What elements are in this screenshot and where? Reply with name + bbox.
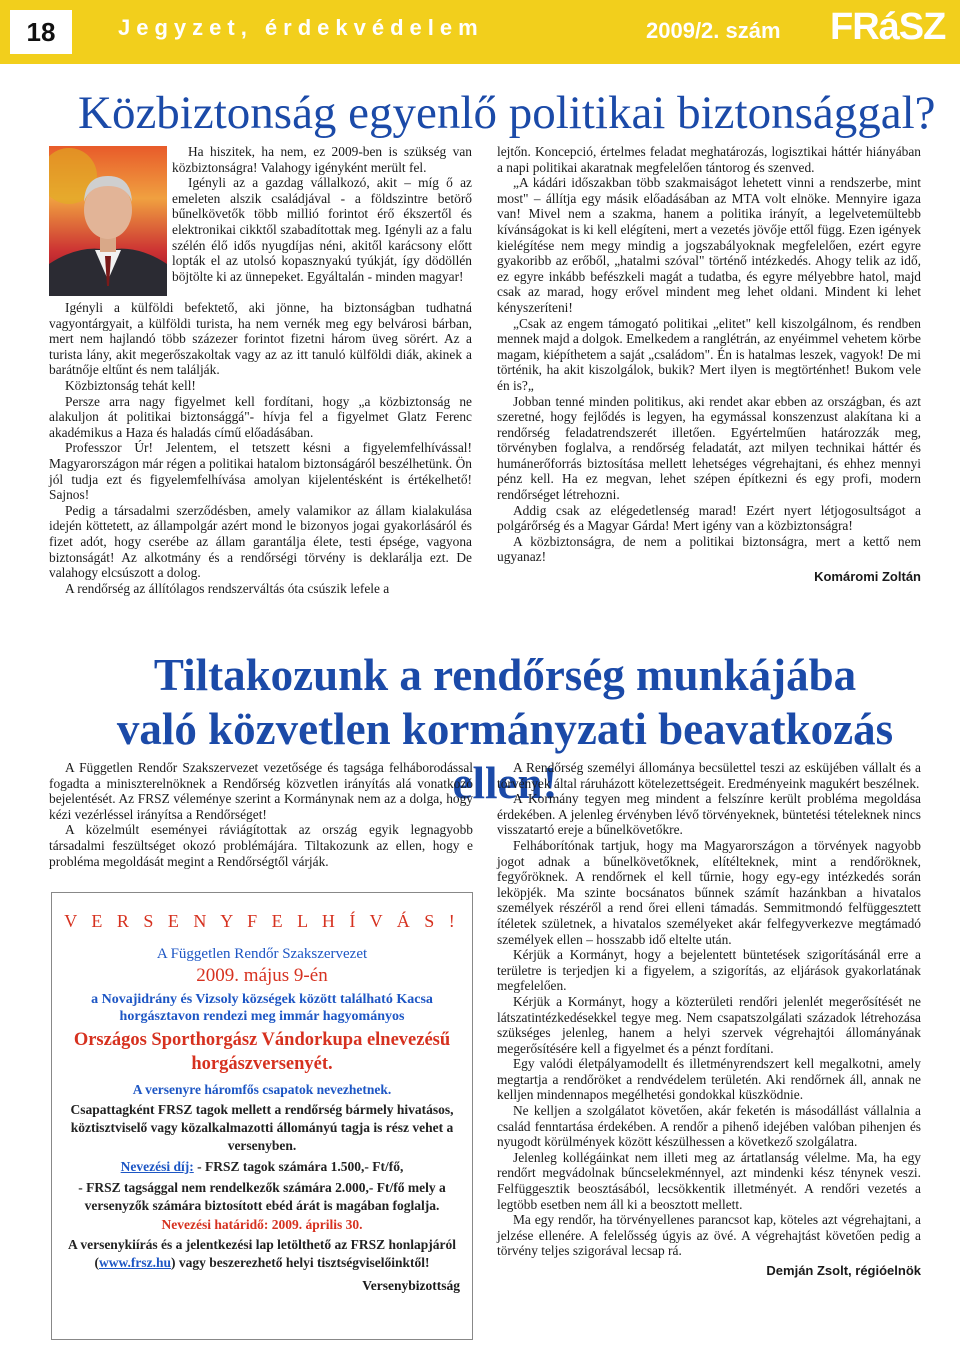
contest-date: 2009. május 9-én [196, 965, 328, 986]
contest-deadline: Nevezési határidő: 2009. április 30. [161, 1217, 363, 1232]
website-link[interactable]: www.frsz.hu [99, 1255, 172, 1270]
paragraph: Igényli a külföldi befektető, aki jönne, ha biztonságban tudhatná vagyontárgyait, a külföldi turista, ha nem vernék meg egy belvárosi bárban, mert nem hajlandó több százezer forintot fizetni három üveg sörért. Az a turista lány, akit megerőszakoltak vagy az az itt tanuló külföldi diák, akinek a barátnője eltűnt és nem találják. [49, 300, 472, 378]
article1-left-column-full [49, 300, 472, 596]
paragraph: „Csak az engem támogató politikai „elitet" kell kiszolgálnom, és rendben mennek majd a dolgok. Emelkedem a ranglétrán, az enyéimmel vehetem körbe magam, kiépíthetem a saját „családom". Én is hatalmas leszek, vagyok! De mi történik, ha akit kiszolgálok, bukik? Mert ilyen is megtörténhet! Bukom vele én is?„ [497, 315, 921, 393]
paragraph: A rendőrség az állítólagos rendszerváltás óta csúszik lefele a [65, 580, 390, 596]
paragraph: Felháborítónak tartjuk, hogy ma Magyarországon a törvények nagyobb jogot adnak a bűnelkövetőknek, elítélteknek, mint a rendőröknek, fegyőröknek. A rendőrnek el kell tűrnie, hogy egy-egy intézkedés során leköpjék. Ma szinte bocsánatos bűnnek számít hazánkban a hivatalos személyek részéről a rend őrei elleni támadás. Semmitmondó felfüggesztett ítéletek születnek, a hivatalos személyeket akár felfegyverkezve megtámadó személyek ellen – hosszabb idő eltelte után. [497, 837, 921, 947]
contest-eligibility: Csapattagként FRSZ tagok mellett a rendőrség bármely hivatásos, köztisztviselő vagy közalkalmazotti állományú tagja is rész vehet a versenyben. [70, 1102, 454, 1153]
paragraph: lejtőn. Koncepció, értelmes feladat meghatározás, logisztikai háttér hiányában a napi politikai akaratnak megfelelően tántorog és szenved. [497, 144, 921, 175]
author-signature: Komáromi Zoltán [814, 569, 921, 585]
paragraph: Persze arra nagy figyelmet kell fordítani, hogy „a közbiztonság ne alakuljon át politikai biztonsággá"- hívja fel a figyelmet Glatz Ferenc akadémikus a Haza és haladás című előadásában. [49, 393, 472, 440]
paragraph: Igényli az a gazdag vállalkozó, akit – míg ő az emeleten alszik családjával - a földszintre betörő bűnelkövetők több millió forintot érő ékszertől és elektronikai cikktől szabadítottak meg. Igényli az a falu szélén élő idős nyugdíjas néni, akitől karácsony előtt lopták el az utolsó kopasznyakú tyúkját, így dödöllén böjtölte ki az ünnepeket. Egyáltalán - minden magyar! [172, 175, 472, 284]
contest-heading: V E R S E N Y F E L H Í V Á S ! [64, 911, 460, 931]
download-pre: A versenykiírás és a jelentkezési lap letölthető az FRSZ honlapjáról ( [67, 1237, 457, 1270]
contest-signature: Versenybizottság [362, 1278, 460, 1293]
article1-right-column [497, 144, 921, 585]
paragraph: Professzor Úr! Jelentem, el tetszett késni a figyelemfelhívással! Magyarországon már régen a politikai hatalom biztonságáról beszélhetünk. Ön jól tudja ezt és figyelemfelhívása amolyan kijelentésként is értékelhető! Sajnos! [49, 440, 472, 503]
paragraph: Közbiztonság tehát kell! [65, 377, 196, 393]
fee-label: Nevezési díj: [120, 1159, 194, 1174]
fee-line1: - FRSZ tagok számára 1.500,- Ft/fő, [193, 1159, 404, 1174]
contest-fee [52, 1158, 472, 1176]
paragraph: Egy valódi életpályamodellt és illetményrendszert kell megalkotni, amely megtartja a rendőröket a rendvédelem területén. Aki rendőrnek áll, annak ne kelljen mindennapos megélhetési gondokkal küszködnie. [497, 1056, 921, 1103]
brand-logo: FRáSZ [830, 6, 946, 48]
article1-left-column [172, 144, 472, 284]
paragraph: Pedig a társadalmi szerződésben, amely valamikor az állam kialakulása idején köttetett, az állampolgár azért mond le bizonyos jogai gyakorlásáról és fizet adót, hogy cserébe az állam garantálja élete, testi épsége, vagyona biztonságát! Az alkotmány és a rendőrségi törvény is deklarálja ezt. De valahogy elcsúszott a dolog. [49, 502, 472, 581]
paragraph: A közbiztonságra, de nem a politikai biztonságra, mert a kettő nem ugyanaz! [497, 533, 921, 565]
page-header [0, 0, 960, 64]
contest-download [52, 1236, 472, 1272]
page-number: 18 [10, 10, 72, 54]
author-signature: Demján Zsolt, régióelnök [766, 1263, 921, 1278]
paragraph: A közelmúlt eseményei ráviágítottak az ország egyik legnagyobb társadalmi feszültséget okozó problémájára. Tiltakozunk az ellen, hogy e probléma megoldását megint a Rendőrségtől várják. [49, 822, 473, 869]
issue-label: 2009/2. szám [646, 18, 781, 43]
contest-location: a Novajidrány és Vizsoly községek között található Kacsa horgásztavon rendezi meg immár hagyományos [91, 992, 433, 1024]
article1-title: Közbiztonság egyenlő politikai biztonsággal? [78, 87, 936, 139]
paragraph: Kérjük a Kormányt, hogy a közterületi rendőri jelenlét megerősítését ne látszatintézkedésekkel tegye meg. Nem csapatszolgálati századok létrehozása szükséges jelenleg, hanem a helyi szervek végrehajtói állományának megerősítésére kell a figyelmet és a pénzt fordítani. [497, 993, 921, 1056]
section-title: Jegyzet, érdekvédelem [118, 15, 484, 40]
paragraph: A Független Rendőr Szakszervezet vezetősége és tagsága felháborodással fogadta a miniszterelnöknek a Rendőrség közvetlen irányítás alá vonatkozó bejelentését. Az FRSZ véleménye szerint a Kormánynak nem az a dolga, hogy kézi vezérléssel irányítsa a Rendőrséget! [49, 760, 473, 822]
paragraph: Jelenleg kollégáinkat nem illeti meg az ártatlanság vélelme. Ma, ha egy rendőrt megvádolnak bűncselekménnyel, azt mindenki kész ténynek veszi. Felfüggesztik beosztásából, lecsökkentik illetményét. A rendőri vezetés a legtöbb esetben nem áll ki a beosztott mellett. [497, 1149, 921, 1212]
paragraph: Kérjük a Kormányt, hogy a bejelentett büntetések szigorításánál erre a területre is terjedjen ki a figyelem, a szigorítás, az eljárások gyakorlatának megfelelően. [497, 947, 921, 994]
contest-event: Országos Sporthorgász Vándorkupa elnevezésű horgászversenyét. [73, 1030, 451, 1074]
contest-teams: A versenyre háromfős csapatok nevezhetnek. [132, 1082, 392, 1097]
contest-fee-line2: - FRSZ tagsággal nem rendelkezők számára 2.000,- Ft/fő mely a versenyzők számára biztosított ebéd árát is magában foglalja. [78, 1180, 446, 1213]
paragraph: Addig csak az elégedetlenség marad! Ezért nyert létjogosultságot a polgárőrség és a Magyar Gárda! Mert igény van a közbiztonságra! [497, 502, 921, 534]
paragraph: Ne kelljen a szolgálatot követően, akár feketén is másodállást vállalnia a család fenntartása érdekében. A rendőr a pihenő idejében valóban pihenjen és nyugodt körülmények között készülhessen a következő szolgálatra. [497, 1103, 921, 1150]
paragraph: Ha hiszitek, ha nem, ez 2009-ben is szükség van közbiztonságra! Valahogy igényként merült fel. [172, 144, 472, 175]
article2-right-column [497, 760, 921, 1279]
portrait-photo [49, 146, 167, 296]
contest-announcement-box [51, 892, 473, 1340]
paragraph: „A kádári időszakban több szakmaiságot lehetett vinni a rendszerbe, mint most" – állítja egy másik előadásában az MTA volt elnöke. Mennyire igaza van! Mivel nem a szakma, hanem a politika irányít, a legelvetemültebb kívánságokat is ki kell elégíteni, mert a vezetés jövője ettől függ. Ezen igények kielégítése nem megy mindig a jogszabályoknak megfelelően, ezért egyre gyakoribb az erőből, „hatalmi szóval" történő intézkedés. Ahogy telik az idő, ez egyre inkább befészkeli magát a tudatba, és egyre mélyebbre hatol, majd csak az marad, hogy erővel mindent meg lehet oldani. Mindent ki lehet kényszeríteni! [497, 175, 921, 315]
paragraph: Jobban tenné minden politikus, aki rendet akar ebben az országban, és azt szeretné, hogy fejlődés is legyen, ha egymással konszenzust alakítana ki a rendőrség feladatrendszerét illetően. Egyértelműen határozzák meg, törvényben foglalva, a rendőrség feladatát, azt milyen technikai háttér és humánerőforrás biztosítása mellett lehetséges végrehajtani, és ehhez mennyi pénz kell. Ha ez megvan, lehet szépen építkezni és egy profi, modern rendőrséget létrehozni. [497, 393, 921, 503]
article2-left-column [49, 760, 473, 869]
download-post: ) vagy beszerezhető helyi tisztségviselőinktől! [171, 1255, 430, 1270]
paragraph: Ma egy rendőr, ha törvényellenes parancsot kap, köteles azt végrehajtani, a jelzése ellenére. A felelősség úgyis az övé. A végrehajtást követően pedig a törvény teljes szigorával lecsap rá. [497, 1212, 921, 1259]
article2-title: Tiltakozunk a rendőrség munkájába való közvetlen kormányzati beavatkozás ellen! [116, 650, 894, 808]
contest-organizer: A Független Rendőr Szakszervezet [156, 946, 368, 962]
paragraph: A Rendőrség személyi állománya becsülettel teszi az esküjében vállalt és a törvények által ráruházott kötelezettségeit. Eredményeink magukért beszélnek. [497, 760, 921, 791]
paragraph: A Kormány tegyen meg mindent a felszínre került probléma megoldása érdekében. A jelenleg érvényben lévő törvényeknek, büntetési tételeknek nincs visszatartó ereje a bűnelkövetőkre. [497, 791, 921, 838]
